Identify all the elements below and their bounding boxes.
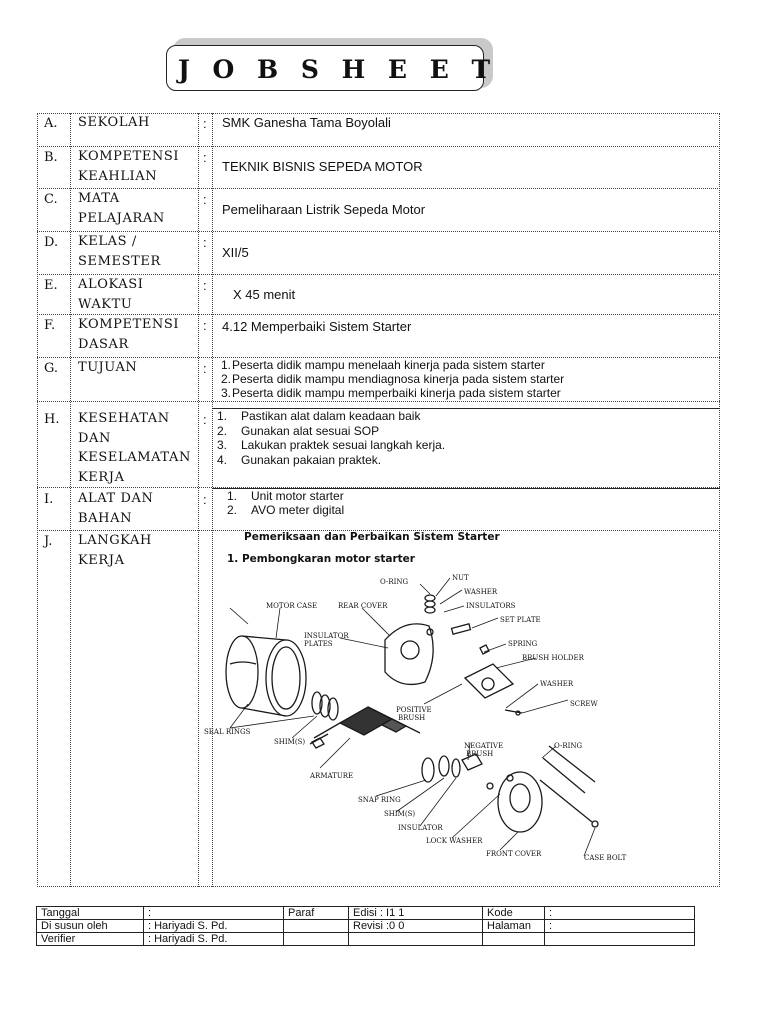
footer-cell: : Hariyadi S. Pd. [144,920,284,933]
diagram-label: NUT [452,574,469,582]
list-text: Pastikan alat dalam keadaan baik [241,409,421,423]
list-number: 3. [221,386,232,400]
row-letter: E. [44,278,58,293]
footer-cell: Kode [483,907,545,920]
row-letter: B. [44,150,58,165]
diagram-label: WASHER [540,680,574,688]
footer-cell [483,933,545,946]
diagram-label: INSULATOR [304,632,349,640]
diagram-label: ARMATURE [310,772,354,780]
row-letter: A. [44,116,58,131]
row-letter: I. [44,492,54,507]
list-number: 2. [227,503,238,517]
rear-cover-illustration [385,624,433,685]
footer-cell: Di susun oleh [37,920,144,933]
list-number: 2. [221,372,232,386]
row-label: ALOKASI WAKTU [78,277,144,312]
diagram-label: INSULATOR [398,824,443,832]
colon: : [203,116,207,131]
list-text: Peserta didik mampu memperbaiki kinerja pada sistem starter [232,386,561,400]
diagram-label: SHIM(S) [384,810,416,818]
footer-cell: : [545,907,695,920]
row-value: XII/5 [222,245,249,260]
page-title: J O B S H E E T [178,55,498,84]
row-value: X 45 menit [233,287,296,302]
diagram-label: O-RING [380,578,409,586]
footer-cell [284,933,349,946]
brush-holder-illustration [465,645,513,698]
footer-cell [349,933,483,946]
diagram-label: FRONT COVER [486,850,542,858]
list-number: 1. [227,489,238,503]
step-heading: 1. Pembongkaran motor starter [227,553,415,565]
row-divider [37,401,720,402]
footer-cell: Tanggal [37,907,144,920]
diagram-label: BRUSH [398,714,426,722]
row-label: SEKOLAH [78,115,150,130]
diagram-label: REAR COVER [338,602,388,610]
list-number: 1. [217,409,228,423]
table-divider [198,113,199,887]
front-cover-illustration [487,772,542,832]
table-divider [70,113,71,887]
list-text: Gunakan alat sesuai SOP [241,423,380,438]
row-letter: C. [44,192,58,207]
diagram-label: CASE BOLT [584,854,627,862]
diagram-label: SET PLATE [500,616,541,624]
diagram-label: SHIM(S) [274,738,306,746]
list-text: Unit motor starter [251,489,344,503]
row-label: LANGKAH KERJA [78,533,152,568]
diagram-label: SCREW [570,700,598,708]
diagram-label: POSITIVE [396,706,432,714]
footer-cell: Verifier [37,933,144,946]
colon: : [203,412,207,427]
diagram-label: INSULATORS [466,602,516,610]
list-number: 2. [217,423,228,438]
section-heading: Pemeriksaan dan Perbaikan Sistem Starter [244,531,500,543]
diagram-label: O-RING [554,742,583,750]
diagram-label: SPRING [508,640,538,648]
nut-washer-stack-illustration [425,595,470,634]
colon: : [203,492,207,507]
colon: : [203,361,207,376]
list-item [221,372,564,386]
diagram-label: SNAP RING [358,796,401,804]
footer-cell [545,933,695,946]
row-label: KESEHATAN DAN KESELAMATAN KERJA [78,411,191,485]
row-label: ALAT DAN BAHAN [78,491,154,526]
footer-cell [284,920,349,933]
row-value: 4.12 Memperbaiki Sistem Starter [222,319,412,334]
row-label: KOMPETENSI DASAR [78,317,180,352]
diagram-label: NEGATIVE [464,742,504,750]
footer-cell: Revisi :0 0 [349,920,483,933]
row-letter: J. [44,534,53,549]
table-row [37,933,695,946]
list-number: 3. [217,438,228,452]
row-value: TEKNIK BISNIS SEPEDA MOTOR [222,159,423,174]
footer-table [36,906,695,946]
table-row [37,920,695,933]
list-item [227,489,344,503]
screw-illustration [505,710,522,715]
diagram-label: PLATES [304,640,333,648]
table-row [37,907,695,920]
colon: : [203,278,207,293]
alat-list [227,489,344,517]
footer-cell: : [144,907,284,920]
k3-list [217,409,445,467]
list-item [217,453,445,468]
footer-cell: : [545,920,695,933]
row-value: SMK Ganesha Tama Boyolali [222,115,391,130]
row-letter: H. [44,412,60,427]
row-value: Pemeliharaan Listrik Sepeda Motor [222,202,426,217]
list-item [217,424,445,439]
list-item [217,409,445,424]
list-text: AVO meter digital [251,503,345,517]
tujuan-list [221,358,564,400]
colon: : [203,235,207,250]
footer-cell: Paraf [284,907,349,920]
brush-illustration [422,754,482,782]
list-item [217,438,445,453]
list-number: 1. [221,358,232,372]
colon: : [203,318,207,333]
list-text: Gunakan pakaian praktek. [241,452,382,467]
starter-motor-diagram [200,568,640,873]
footer-cell: : Hariyadi S. Pd. [144,933,284,946]
footer-cell: Halaman [483,920,545,933]
list-text: Peserta didik mampu menelaah kinerja pada sistem starter [232,358,545,372]
list-item [227,503,344,517]
list-item [221,358,564,372]
row-label: MATA PELAJARAN [78,191,165,226]
row-letter: F. [44,318,56,333]
list-text: Lakukan praktek sesuai langkah kerja. [241,438,446,452]
footer-cell: Edisi : I1 1 [349,907,483,920]
colon: : [203,150,207,165]
diagram-label: WASHER [464,588,498,596]
diagram-label: LOCK WASHER [426,837,483,845]
list-text: Peserta didik mampu mendiagnosa kinerja pada sistem starter [232,372,565,386]
diagram-label: MOTOR CASE [266,602,318,610]
list-number: 4. [217,452,228,467]
shim-rings-illustration [312,692,338,720]
colon: : [203,192,207,207]
row-label: KELAS / SEMESTER [78,234,161,269]
motor-case-illustration [226,636,306,716]
diagram-label: BRUSH HOLDER [522,654,584,662]
diagram-label: BRUSH [466,750,494,758]
row-letter: G. [44,361,59,376]
case-bolt-illustration [540,746,598,827]
row-letter: D. [44,235,59,250]
row-label: KOMPETENSI KEAHLIAN [78,149,180,184]
row-label: TUJUAN [78,360,138,375]
list-item [221,386,564,400]
diagram-label: SEAL RINGS [204,728,251,736]
